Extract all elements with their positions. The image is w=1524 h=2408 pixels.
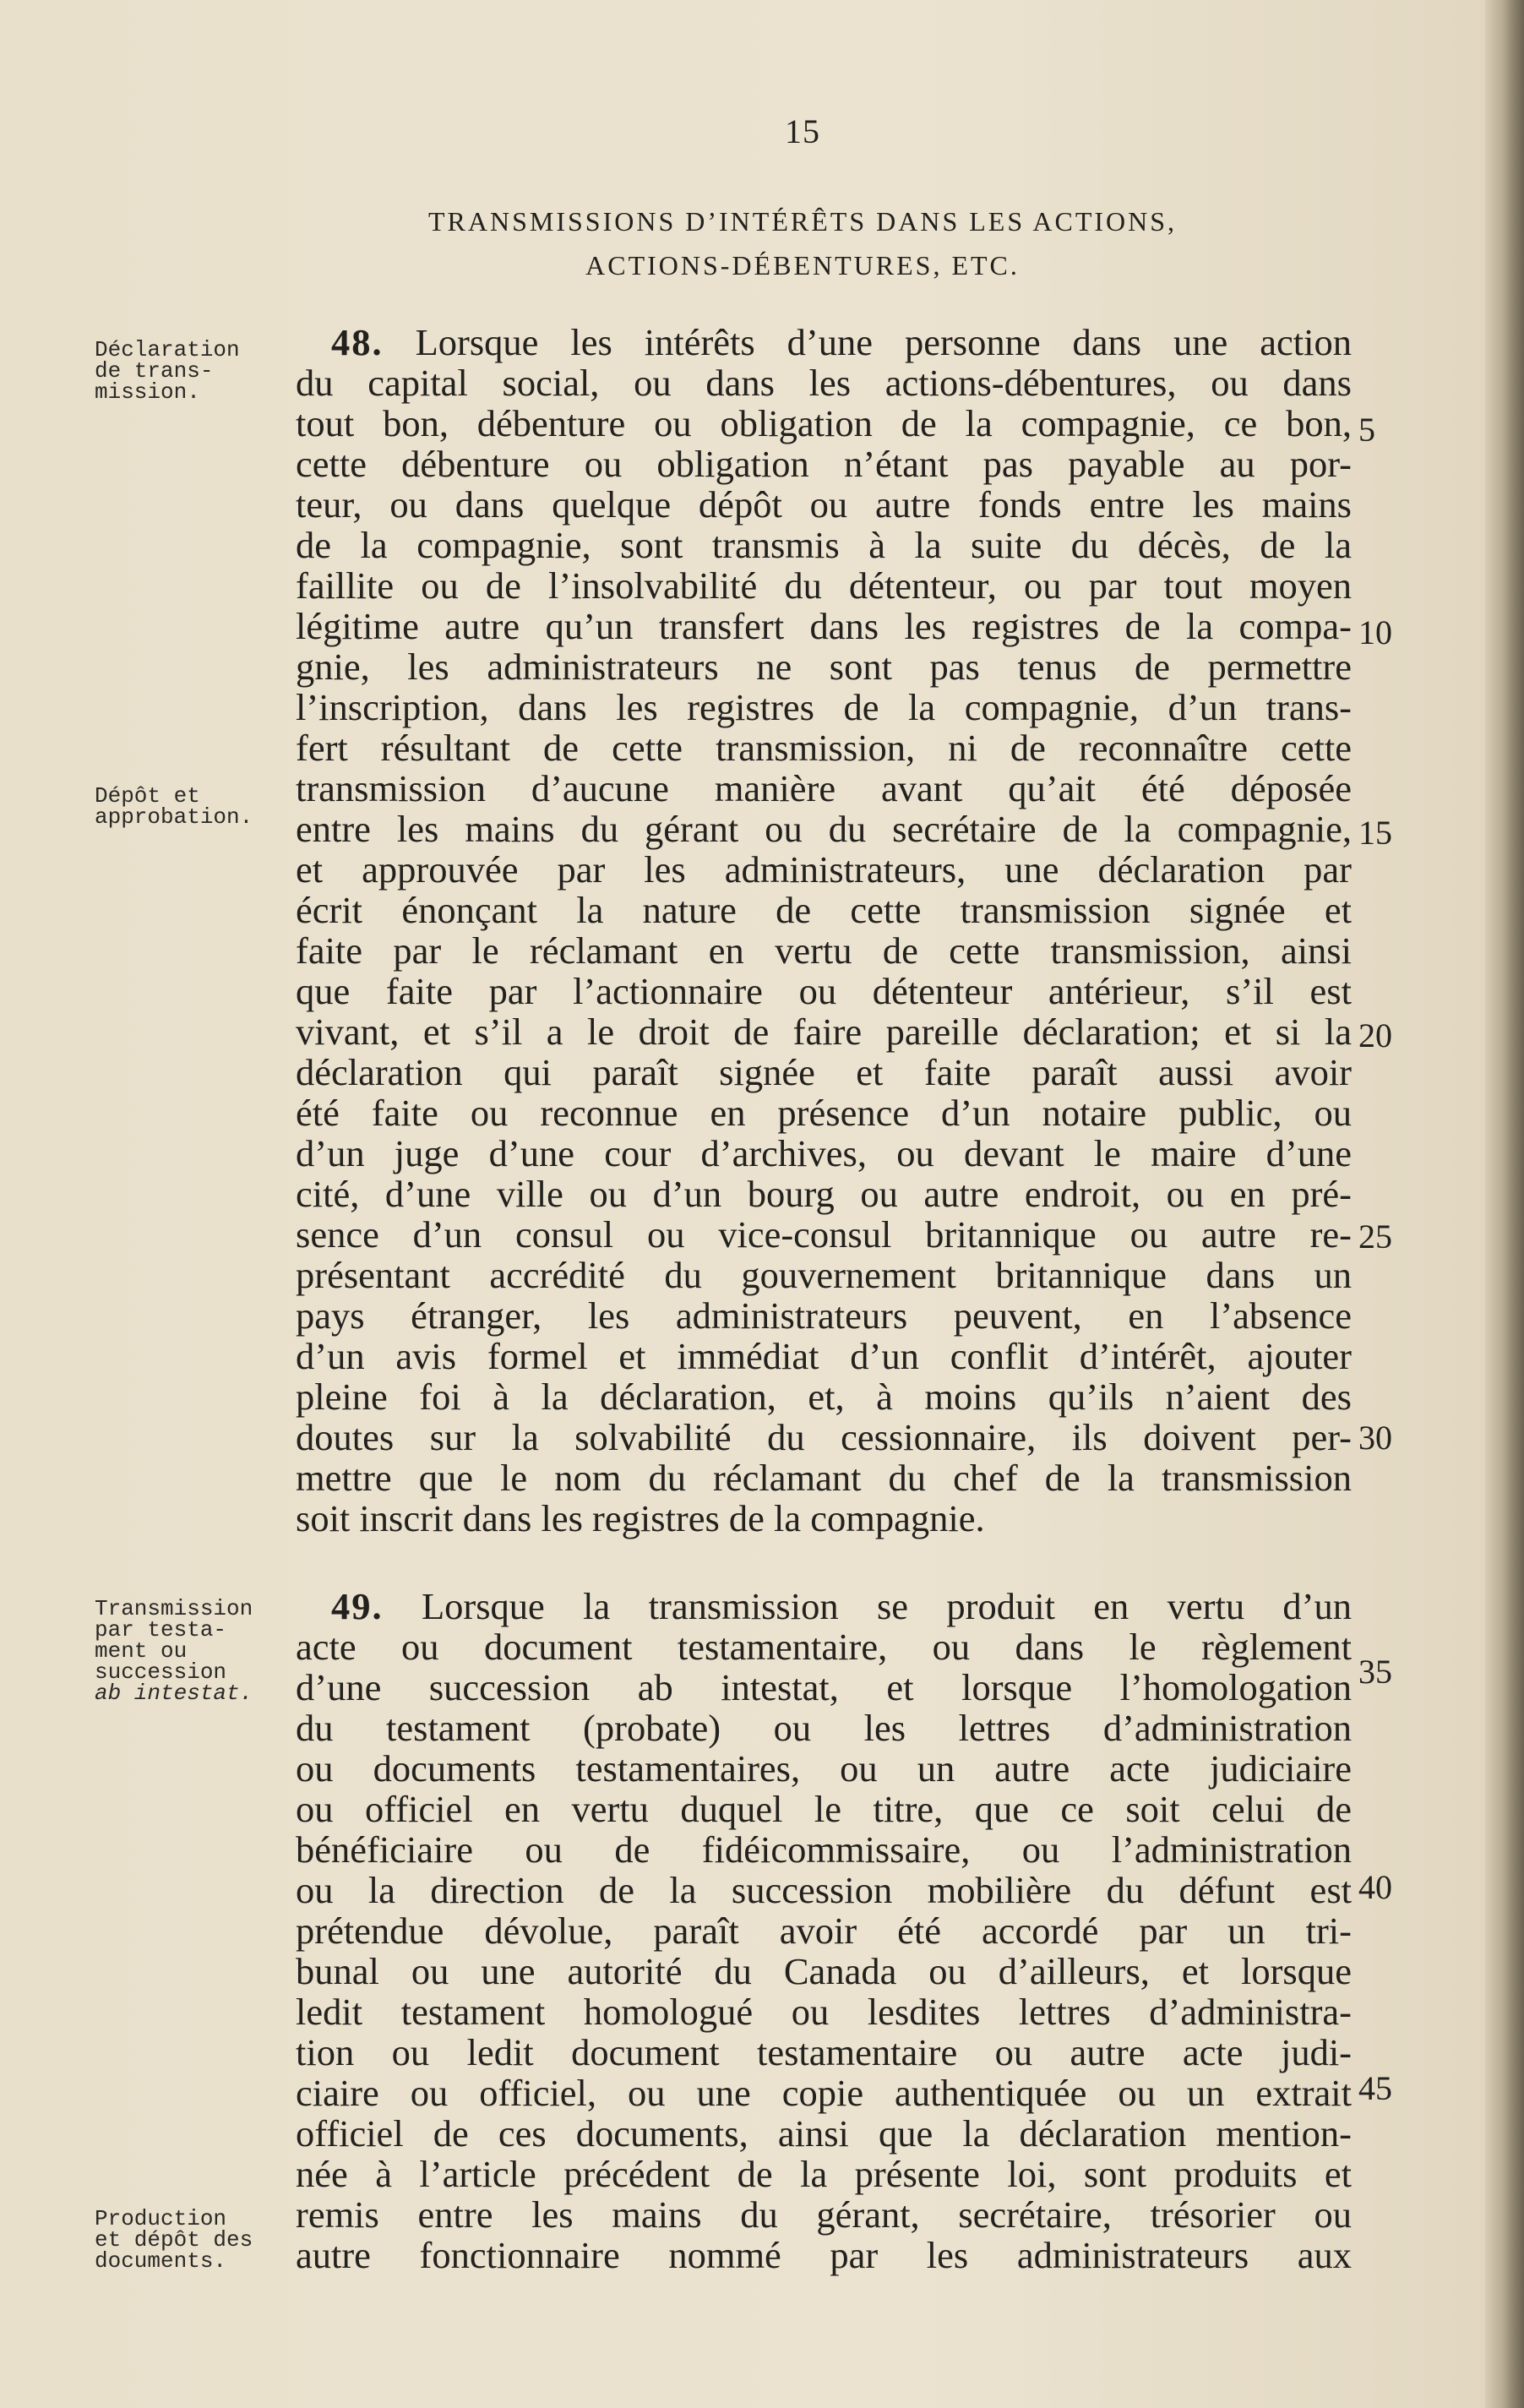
section-49-line: ou documents testamentaires, ou un autre acte judiciaire [296, 1747, 1352, 1790]
section-48-line: déclaration qui paraît signée et faite paraît aussi avoir [296, 1051, 1352, 1093]
margin-note-production [95, 2206, 280, 2274]
margin-note-line: par testa- [95, 1617, 227, 1643]
line-number: 45 [1358, 2069, 1392, 2107]
section-49-line: acte ou document testamentaire, ou dans le règlement [296, 1626, 1352, 1668]
section-48-line: cette débenture ou obligation n’étant pas payable au por- [296, 443, 1352, 485]
section-49-line: ledit testament homologué ou lesdites lettres d’administra- [296, 1991, 1352, 2033]
section-48-line: fert résultant de cette transmission, ni de reconnaître cette [296, 727, 1352, 769]
line-number: 10 [1358, 613, 1392, 651]
section-49-line: prétendue dévolue, paraît avoir été accordé par un tri- [296, 1910, 1352, 1952]
section-49-line: ciaire ou officiel, ou une copie authentiquée ou un extrait [296, 2072, 1352, 2114]
section-number-49: 49. [331, 1585, 384, 1627]
section-48-line: légitime autre qu’un transfert dans les registres de la compa- [296, 605, 1352, 647]
section-48-line: sence d’un consul ou vice-consul britannique ou autre re- [296, 1213, 1352, 1256]
section-49-line: ou officiel en vertu duquel le titre, que ce soit celui de [296, 1788, 1352, 1830]
line-number: 35 [1358, 1653, 1392, 1691]
page-number: 15 [785, 112, 820, 150]
line-number: 40 [1358, 1868, 1392, 1906]
margin-note-line: documents. [95, 2248, 227, 2274]
section-48-line: cité, d’une ville ou d’un bourg ou autre endroit, ou en pré- [296, 1173, 1352, 1215]
section-48-line: pleine foi à la déclaration, et, à moins qu’ils n’aient des [296, 1376, 1352, 1418]
section-48-line: d’un avis formel et immédiat d’un conflit d’intérêt, ajouter [296, 1335, 1352, 1377]
section-48-line: faite par le réclamant en vertu de cette transmission, ainsi [296, 929, 1352, 972]
section-48-line: du capital social, ou dans les actions-débentures, ou dans [296, 362, 1352, 404]
section-48-line: pays étranger, les administrateurs peuvent, en l’absence [296, 1294, 1352, 1337]
margin-note-transmission [95, 1596, 280, 1706]
section-49-line: remis entre les mains du gérant, secrétaire, trésorier ou [296, 2193, 1352, 2236]
section-48-line: gnie, les administrateurs ne sont pas tenus de permettre [296, 646, 1352, 688]
section-48-line: écrit énonçant la nature de cette transmission signée et [296, 889, 1352, 931]
margin-note-line: mission. [95, 379, 200, 405]
line-number: 20 [1358, 1016, 1392, 1054]
line-number: 30 [1358, 1419, 1392, 1457]
section-48-line: été faite ou reconnue en présence d’un notaire public, ou [296, 1092, 1352, 1134]
section-number-48: 48. [331, 321, 384, 363]
section-48-line: présentant accrédité du gouvernement britannique dans un [296, 1254, 1352, 1296]
section-48-line: 48. Lorsque les intérêts d’une personne dans une action [331, 321, 1352, 363]
section-49-line: autre fonctionnaire nommé par les administrateurs aux [296, 2234, 1352, 2276]
section-48-line: doutes sur la solvabilité du cessionnaire, ils doivent per- [296, 1416, 1352, 1458]
line-number: 25 [1358, 1218, 1392, 1256]
section-48-line: et approuvée par les administrateurs, une déclaration par [296, 848, 1352, 891]
margin-note-depot [95, 783, 280, 830]
section-heading-line-1: TRANSMISSIONS D’INTÉRÊTS DANS LES ACTIONS, [427, 206, 1178, 237]
margin-note-line: ab intestat. [95, 1681, 253, 1706]
margin-note-line: Déclaration [95, 337, 240, 362]
margin-note-line: Dépôt et [95, 783, 200, 809]
margin-note-declaration [95, 337, 280, 405]
margin-note-line: ment ou [95, 1638, 188, 1664]
section-48-line: faillite ou de l’insolvabilité du détenteur, ou par tout moyen [296, 564, 1352, 607]
section-48-line: de la compagnie, sont transmis à la suite du décès, de la [296, 524, 1352, 566]
margin-note-line: de trans- [95, 358, 214, 384]
section-48-line: que faite par l’actionnaire ou détenteur antérieur, s’il est [296, 970, 1352, 1012]
section-49-line: 49. Lorsque la transmission se produit en vertu d’un [331, 1585, 1353, 1627]
section-49-line: d’une succession ab intestat, et lorsque l’homologation [296, 1666, 1352, 1708]
margin-note-line: approbation. [95, 804, 253, 830]
section-48-line: tout bon, débenture ou obligation de la compagnie, ce bon, [296, 402, 1352, 444]
line-number: 5 [1358, 411, 1375, 449]
section-49-line: née à l’article précédent de la présente loi, sont produits et [296, 2153, 1352, 2195]
section-48-line: soit inscrit dans les registres de la compagnie. [296, 1497, 985, 1539]
margin-note-line: Transmission [95, 1596, 253, 1621]
margin-note-line: succession [95, 1659, 227, 1685]
section-49-line: bénéficiaire ou de fidéicommissaire, ou l’administration [296, 1828, 1352, 1871]
section-49-line: tion ou ledit document testamentaire ou autre acte judi- [296, 2031, 1352, 2073]
section-49-line: bunal ou une autorité du Canada ou d’ailleurs, et lorsque [296, 1950, 1352, 1992]
line-number: 15 [1358, 814, 1392, 852]
margin-note-line: et dépôt des [95, 2227, 253, 2253]
section-48-line: transmission d’aucune manière avant qu’ait été déposée [296, 767, 1352, 809]
section-48-line: teur, ou dans quelque dépôt ou autre fonds entre les mains [296, 483, 1352, 526]
section-49-line: ou la direction de la succession mobilière du défunt est [296, 1869, 1352, 1911]
section-48-line: mettre que le nom du réclamant du chef de la transmission [296, 1457, 1352, 1499]
section-48-line: vivant, et s’il a le droit de faire pareille déclaration; et si la [296, 1011, 1352, 1053]
section-48-line: l’inscription, dans les registres de la compagnie, d’un trans- [296, 686, 1352, 728]
section-49-line: du testament (probate) ou les lettres d’administration [296, 1707, 1352, 1749]
margin-note-line: Production [95, 2206, 227, 2231]
section-heading-line-2: ACTIONS-DÉBENTURES, ETC. [585, 250, 1020, 281]
book-spine-shadow [1485, 0, 1524, 2408]
section-48-line: entre les mains du gérant ou du secrétaire de la compagnie, [296, 808, 1352, 850]
section-49-line: officiel de ces documents, ainsi que la déclaration mention- [296, 2112, 1352, 2155]
section-48-line: d’un juge d’une cour d’archives, ou devant le maire d’une [296, 1132, 1352, 1174]
